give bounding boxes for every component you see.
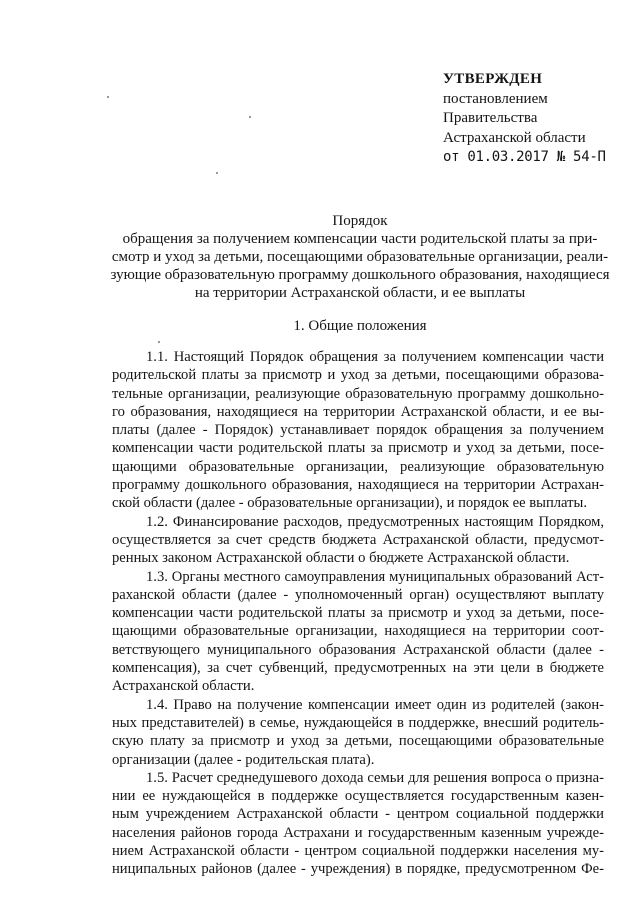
- title-heading: Порядок: [332, 213, 388, 229]
- paragraph-line: тельные организации, реализующие образовательную программу дошкольно-: [112, 385, 604, 402]
- paragraph-line: компенсации части родительской платы за присмотр и уход за детьми, посе-: [112, 440, 604, 457]
- title-line: зующие образовательную программу дошкольного образования, находящиеся: [110, 267, 610, 283]
- paragraph-line: нием Астраханской области - центром социальной поддержки населения му-: [112, 843, 604, 860]
- paragraph-line: щающими образовательные организации, находящиеся на территории соот-: [112, 623, 604, 640]
- scan-speck: [216, 172, 218, 174]
- paragraph-line: 1.2. Финансирование расходов, предусмотренных настоящим Порядком,: [146, 513, 604, 530]
- paragraph-line: родительской платы за присмотр и уход за детьми, посещающими образова-: [112, 367, 604, 384]
- title-line: обращения за получением компенсации части родительской платы за при-: [122, 231, 598, 247]
- document-body: [112, 348, 604, 879]
- document-title: [110, 212, 610, 302]
- approval-block: [443, 70, 606, 168]
- scan-speck: [107, 96, 109, 98]
- scan-speck: [158, 341, 160, 343]
- title-line: смотр и уход за детьми, посещающими образовательные организации, реали-: [111, 249, 609, 265]
- paragraph-line: компенсации части родительской платы за присмотр и уход за детьми, посе-: [112, 605, 604, 622]
- paragraph-line: Астраханской области.: [112, 678, 255, 695]
- paragraph-line: компенсация), за счет субвенций, предусмотренных на эти цели в бюджете: [112, 660, 604, 677]
- paragraph-line: го образования, находящиеся на территории Астраханской области, и ее вы-: [112, 403, 604, 420]
- paragraph-line: нии ее нуждающейся в поддержке осуществляется государственным казен-: [112, 788, 604, 805]
- paragraph-line: организации (далее - родительская плата).: [112, 751, 375, 768]
- paragraph-line: 1.4. Право на получение компенсации имеет один из родителей (закон-: [146, 696, 604, 713]
- paragraph-line: раханской области (далее - уполномоченный орган) осуществляют выплату: [112, 586, 604, 603]
- paragraph-line: щающими образовательные организации, реализующие образовательную: [112, 458, 604, 475]
- paragraph-line: ниципальных районов (далее - учреждения) в порядке, предусмотренном Фе-: [112, 861, 604, 878]
- paragraph-line: 1.3. Органы местного самоуправления муниципальных образований Аст-: [146, 568, 604, 585]
- paragraph-line: скую плату за присмотр и уход за детьми, посещающими образовательные: [112, 733, 604, 750]
- paragraph-line: платы (далее - Порядок) устанавливает порядок обращения за получением: [112, 422, 604, 439]
- paragraph-line: ской области (далее - образовательные организации), и порядок ее выплаты.: [112, 495, 587, 512]
- approval-line-2: Правительства: [443, 110, 538, 126]
- paragraph-line: ным учреждением Астраханской области - центром социальной поддержки: [112, 806, 604, 823]
- paragraph-line: ренных законом Астраханской области о бюджете Астраханской области.: [112, 550, 570, 567]
- approval-stamp: УТВЕРЖДЕН: [443, 71, 543, 87]
- paragraph-line: осуществляется за счет средств бюджета Астраханской области, предусмот-: [112, 531, 604, 548]
- paragraph-line: ветствующего муниципального образования Астраханской области (далее -: [112, 641, 604, 658]
- approval-line-3: Астраханской области: [443, 129, 586, 146]
- paragraph-line: программу дошкольного образования, находящиеся на территории Астрахан-: [112, 477, 604, 494]
- paragraph-line: 1.5. Расчет среднедушевого дохода семьи для решения вопроса о призна-: [146, 769, 604, 786]
- title-line: на территории Астраханской области, и ее выплаты: [194, 285, 526, 301]
- paragraph-line: 1.1. Настоящий Порядок обращения за получением компенсации части: [146, 349, 604, 365]
- approval-line-1: постановлением: [443, 90, 548, 107]
- section-heading: 1. Общие положения: [293, 318, 427, 334]
- paragraph-line: ных представителей) в семье, нуждающейся в поддержке, внесший родитель-: [112, 714, 604, 731]
- approval-date: от 01.03.2017 № 54-П: [443, 149, 606, 165]
- scan-speck: [249, 116, 251, 118]
- paragraph-line: населения районов города Астрахани и государственным казенным учрежде-: [112, 824, 604, 841]
